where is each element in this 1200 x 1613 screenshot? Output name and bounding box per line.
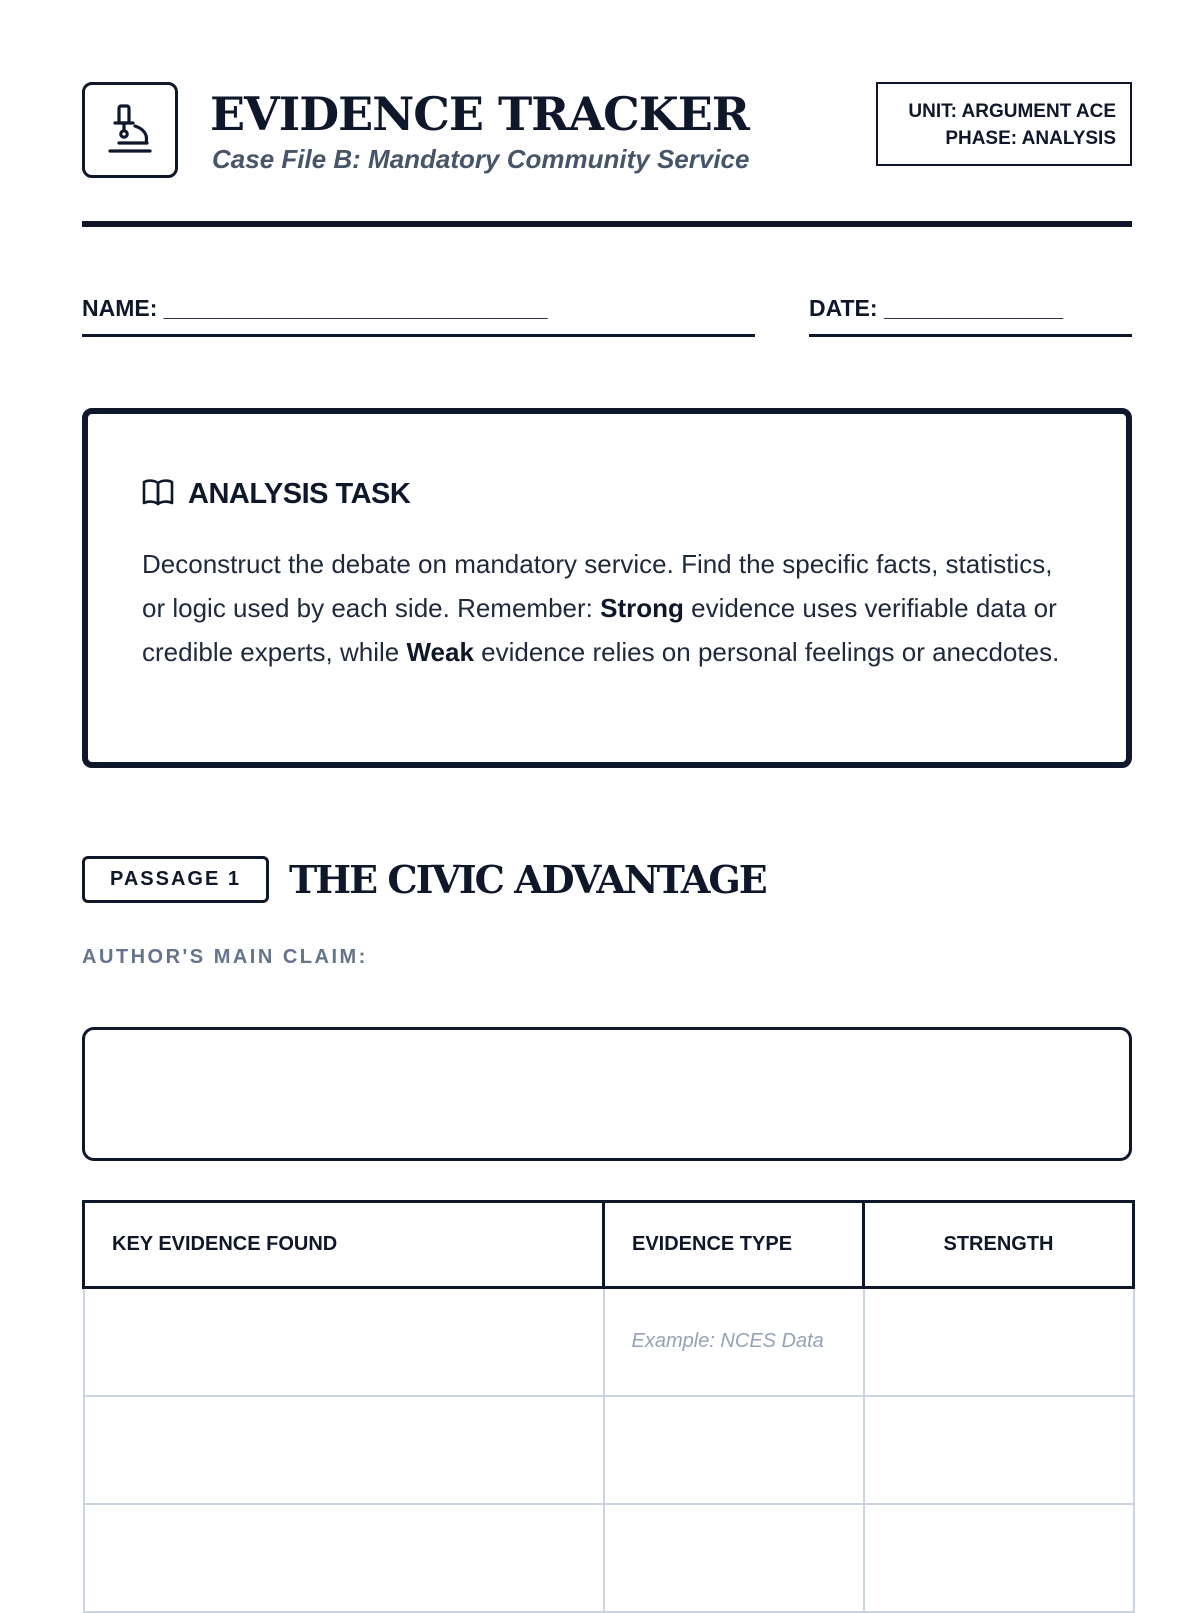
page-title: EVIDENCE TRACKER: [210, 87, 749, 141]
evidence-type-cell[interactable]: Example: NCES Data: [604, 1288, 864, 1396]
passage-title: THE CIVIC ADVANTAGE: [289, 857, 766, 902]
passage-tag: PASSAGE 1: [82, 856, 269, 903]
page-subtitle: Case File B: Mandatory Community Service: [212, 144, 750, 174]
table-row: [84, 1288, 1134, 1396]
weak-term: Weak: [406, 637, 474, 667]
strength-cell[interactable]: [864, 1396, 1134, 1504]
key-evidence-cell[interactable]: [84, 1396, 604, 1504]
evidence-type-cell[interactable]: [604, 1504, 864, 1612]
header-divider: [82, 221, 1132, 227]
header: [82, 82, 1132, 182]
main-claim-input[interactable]: [82, 1027, 1132, 1161]
analysis-task-box: [82, 408, 1132, 768]
name-field[interactable]: NAME: ______________________________: [82, 295, 755, 337]
task-header: [142, 478, 410, 511]
book-open-icon: [142, 478, 174, 511]
column-header-key-evidence: KEY EVIDENCE FOUND: [84, 1202, 604, 1288]
key-evidence-cell[interactable]: [84, 1288, 604, 1396]
microscope-icon: [82, 82, 178, 178]
main-claim-label: AUTHOR'S MAIN CLAIM:: [82, 946, 368, 968]
strength-cell[interactable]: [864, 1288, 1134, 1396]
strength-cell[interactable]: [864, 1504, 1134, 1612]
table-header-row: [84, 1202, 1134, 1288]
key-evidence-cell[interactable]: [84, 1504, 604, 1612]
task-title: ANALYSIS TASK: [188, 478, 411, 510]
date-field[interactable]: DATE: ______________: [809, 295, 1132, 337]
evidence-table: [82, 1200, 1135, 1613]
unit-label: UNIT: ARGUMENT ACE: [908, 101, 1116, 122]
unit-badge: [876, 82, 1132, 166]
task-instructions: Deconstruct the debate on mandatory service. Find the specific facts, statistics, or logic used by each side. Remember: Strong evidence uses verifiable data or credible experts, while Weak evidence relies on personal feelings or anecdotes.: [142, 549, 1060, 667]
evidence-type-cell[interactable]: [604, 1396, 864, 1504]
strong-term: Strong: [600, 593, 684, 623]
column-header-strength: STRENGTH: [864, 1202, 1134, 1288]
table-row: [84, 1396, 1134, 1504]
column-header-evidence-type: EVIDENCE TYPE: [604, 1202, 864, 1288]
phase-label: PHASE: ANALYSIS: [945, 128, 1116, 149]
table-row: [84, 1504, 1134, 1612]
